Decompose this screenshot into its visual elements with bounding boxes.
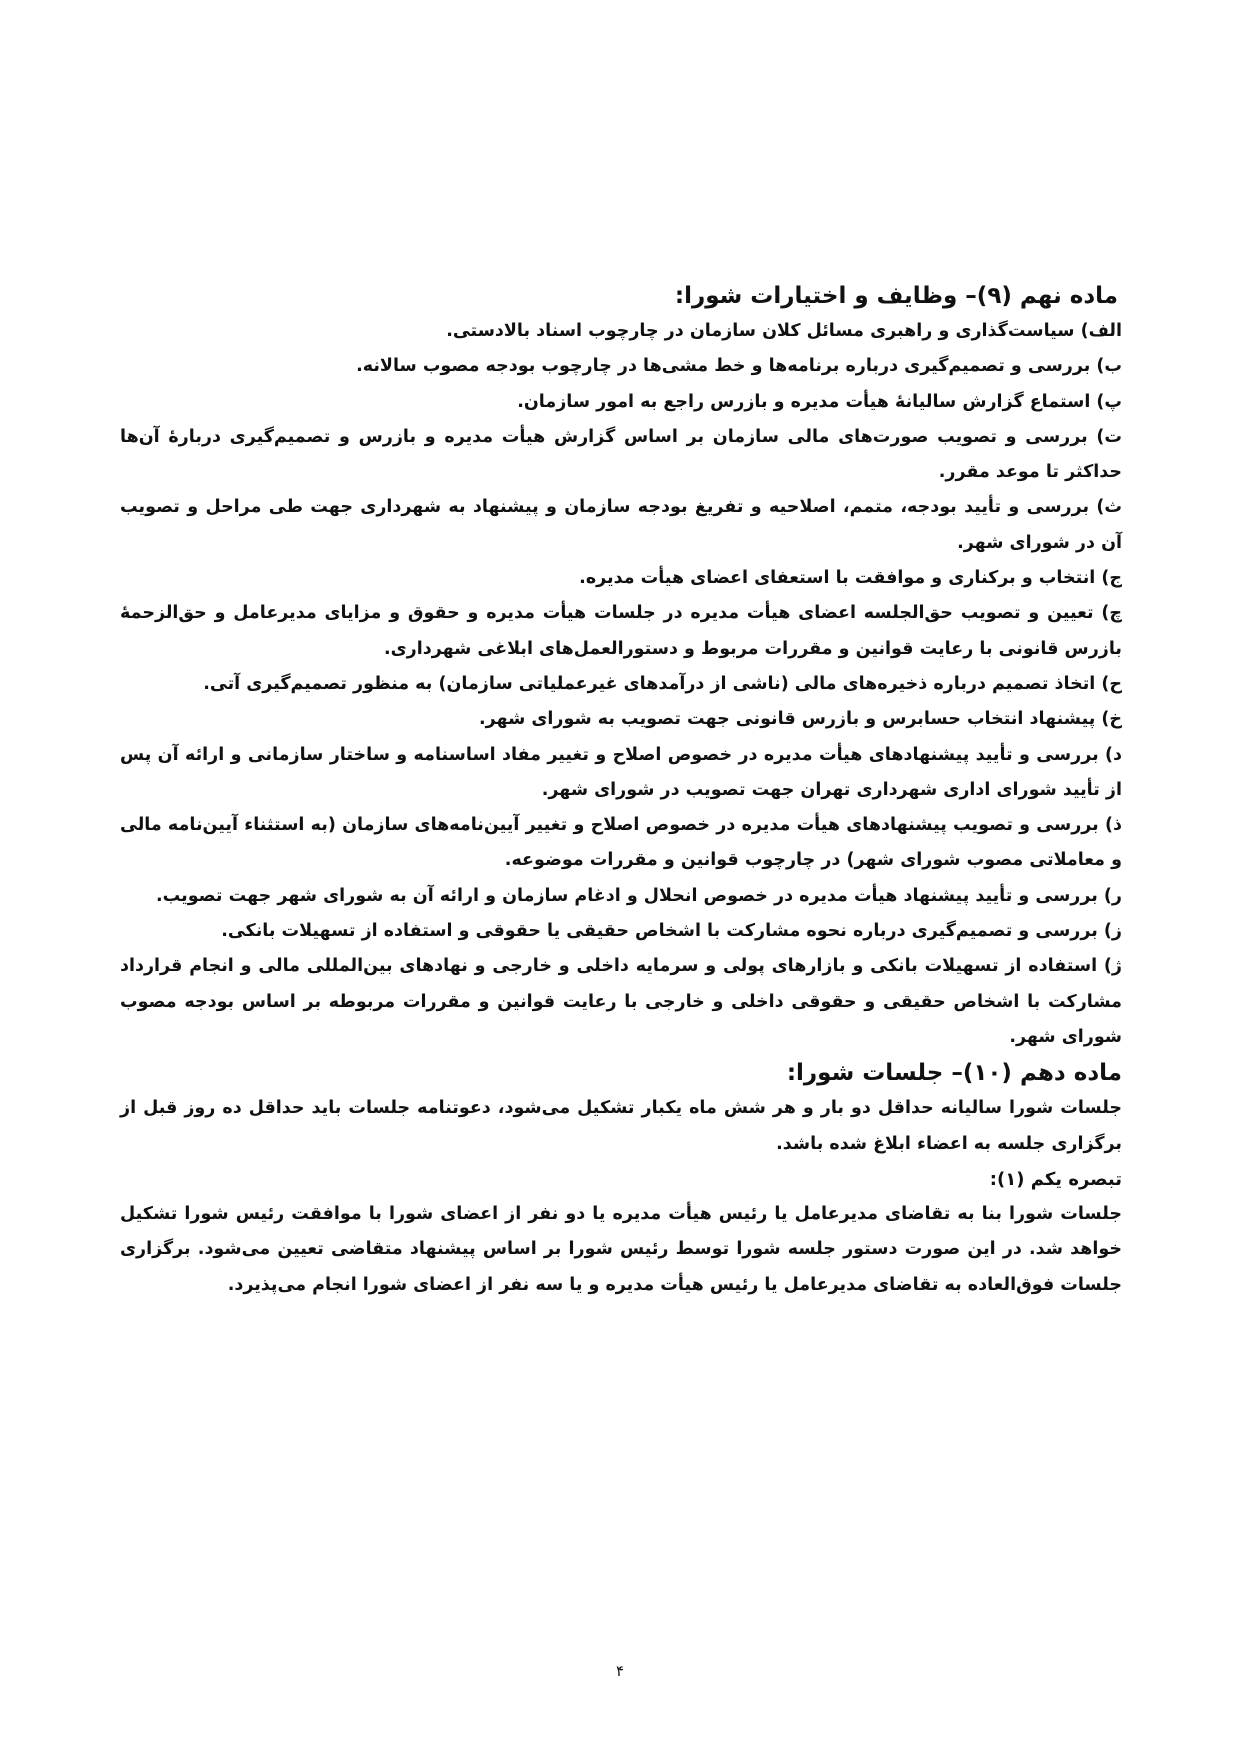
document-page xyxy=(120,278,1122,1303)
note-1-title: تبصره یکم (۱): xyxy=(989,1168,1122,1190)
article-9-item-jim: ج) انتخاب و برکناری و موافقت با استعفای اعضای هیأت مدیره. xyxy=(579,568,1122,589)
article-9-item-zhe: ژ) استفاده از تسهیلات بانکی و بازارهای پولی و سرمایه داخلی و خارجی و نهادهای بین‌المللی مالی و انجام قرارداد مشارکت با اشخاص حقیقی و حقوقی داخلی و خارجی با رعایت قوانین و مقررات مربوطه بر اساس بودجه مصوب شورای شهر. xyxy=(120,956,1122,1047)
article-9-item-te: ت) بررسی و تصویب صورت‌های مالی سازمان بر اساس گزارش هیأت مدیره و بازرس و تصمیم‌گیری دربارهٔ آن‌ها حداکثر تا موعد مقرر. xyxy=(120,426,1122,483)
article-9-item-se: ث) بررسی و تأیید بودجه، متمم، اصلاحیه و تفریغ بودجه سازمان و پیشنهاد به شهرداری جهت طی مراحل و تصویب آن در شورای شهر. xyxy=(120,497,1122,553)
page-number: ۴ xyxy=(615,1662,625,1680)
article-9-item-dal: د) بررسی و تأیید پیشنهادهای هیأت مدیره در خصوص اصلاح و تغییر مفاد اساسنامه و ساختار سازمانی و ارائه آن پس از تأیید شورای اداری شهرداری تهران جهت تصویب در شورای شهر. xyxy=(120,744,1122,800)
article-9-item-be: ب) بررسی و تصمیم‌گیری درباره برنامه‌ها و خط مشی‌ها در چارچوب بودجه مصوب سالانه. xyxy=(356,356,1122,377)
article-10-body: جلسات شورا سالیانه حداقل دو بار و هر شش ماه یکبار تشکیل می‌شود، دعوتنامه جلسات باید حداقل ده روز قبل از برگزاری جلسه به اعضاء ابلاغ شده باشد. xyxy=(120,1098,1122,1154)
article-9-item-alef: الف) سیاست‌گذاری و راهبری مسائل کلان سازمان در چارچوب اسناد بالادستی. xyxy=(446,321,1122,341)
article-9-item-re: ر) بررسی و تأیید پیشنهاد هیأت مدیره در خصوص انحلال و ادغام سازمان و ارائه آن به شورای شهر جهت تصویب. xyxy=(155,885,1122,906)
article-9-heading: ماده نهم (۹)– وظایف و اختیارات شورا: xyxy=(674,283,1118,309)
article-9-item-he: ح) اتخاذ تصمیم درباره ذخیره‌های مالی (ناشی از درآمدهای غیرعملیاتی سازمان) به منظور تصمیم‌گیری آتی. xyxy=(203,673,1122,694)
article-9-item-pe: پ) استماع گزارش سالیانهٔ هیأت مدیره و بازرس راجع به امور سازمان. xyxy=(517,391,1122,412)
article-9-items xyxy=(120,314,1122,1055)
article-9-item-zal: ذ) بررسی و تصویب پیشنهادهای هیأت مدیره در خصوص اصلاح و تغییر آیین‌نامه‌های سازمان (به استثناء آیین‌نامه مالی و معاملاتی مصوب شورای شهر) در چارچوب قوانین و مقررات موضوعه. xyxy=(120,815,1122,871)
article-9-item-khe: خ) پیشنهاد انتخاب حسابرس و بازرس قانونی جهت تصویب به شورای شهر. xyxy=(479,709,1122,730)
article-9-item-ze: ز) بررسی و تصمیم‌گیری درباره نحوه مشارکت با اشخاص حقیقی یا حقوقی و استفاده از تسهیلات بانکی. xyxy=(221,921,1122,942)
article-10-heading: ماده دهم (۱۰)– جلسات شورا: xyxy=(786,1060,1122,1087)
note-1-body: جلسات شورا بنا به تقاضای مدیرعامل یا رئیس هیأت مدیره یا دو نفر از اعضای شورا با موافقت رئیس شورا تشکیل خواهد شد. در این صورت دستور جلسه شورا توسط رئیس شورا بر اساس پیشنهاد متقاضی تعیین می‌شود. برگزاری جلسات فوق‌العاده به تقاضای مدیرعامل یا رئیس هیأت مدیره و یا سه نفر از اعضای شورا انجام می‌پذیرد. xyxy=(120,1204,1122,1295)
article-9-item-che: چ) تعیین و تصویب حق‌الجلسه اعضای هیأت مدیره در جلسات هیأت مدیره و حقوق و مزایای مدیرعامل و حق‌الزحمهٔ بازرس قانونی با رعایت قوانین و مقررات مربوط و دستورالعمل‌های ابلاغی شهرداری. xyxy=(120,603,1122,659)
